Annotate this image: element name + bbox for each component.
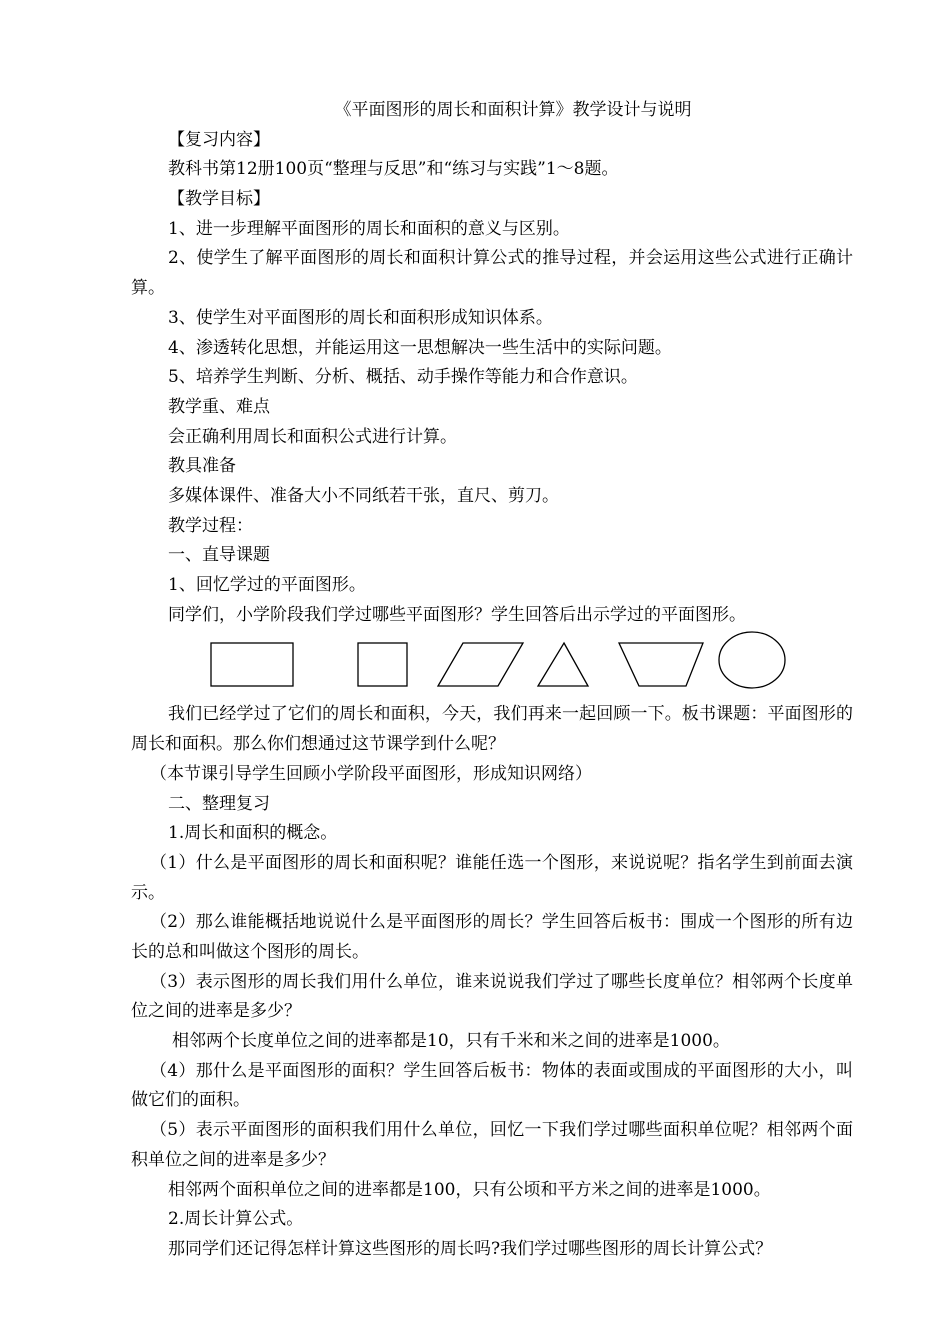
goal-2: 2、使学生了解平面图形的周长和面积计算公式的推导过程，并会运用这些公式进行正确计算。 bbox=[131, 248, 853, 299]
square-icon bbox=[358, 643, 407, 686]
question-5: （5）表示平面图形的面积我们用什么单位，回忆一下我们学过哪些面积单位呢？相邻两个面积单位之间的进率是多少？ bbox=[131, 1120, 853, 1170]
question-1: （1）什么是平面图形的周长和面积呢？谁能任选一个图形，来说说呢？指名学生到前面去演示。 bbox=[131, 852, 853, 903]
goal-3: 3、使学生对平面图形的周长和面积形成知识体系。 bbox=[168, 307, 553, 328]
triangle-icon bbox=[538, 643, 588, 686]
shapes-svg bbox=[131, 630, 853, 700]
rectangle-icon bbox=[211, 643, 293, 686]
parallelogram-icon bbox=[438, 643, 523, 686]
document-title: 《平面图形的周长和面积计算》教学设计与说明 bbox=[334, 100, 692, 120]
section-1-heading: 一、直导课题 bbox=[168, 545, 270, 566]
question-3: （3）表示图形的周长我们用什么单位，谁来说说我们学过了哪些长度单位？相邻两个长度单位之间的进率是多少？ bbox=[131, 971, 853, 1022]
item-1-1: 1、回忆学过的平面图形。 bbox=[168, 575, 366, 596]
circle-icon bbox=[719, 632, 785, 688]
question-2: （2）那么谁能概括地说说什么是平面图形的周长？学生回答后板书：围成一个图形的所有边长的总和叫做这个图形的周长。 bbox=[131, 912, 853, 962]
item-1-1-text: 同学们，小学阶段我们学过哪些平面图形？学生回答后出示学过的平面图形。 bbox=[168, 604, 746, 625]
key-text: 会正确利用周长和面积公式进行计算。 bbox=[168, 426, 457, 447]
shapes-figure bbox=[131, 630, 853, 700]
goals-heading: 【教学目标】 bbox=[168, 189, 270, 210]
key-heading: 教学重、难点 bbox=[168, 396, 270, 417]
goal-4: 4、渗透转化思想，并能运用这一思想解决一些生活中的实际问题。 bbox=[168, 337, 672, 358]
answer-5: 相邻两个面积单位之间的进率都是100，只有公顷和平方米之间的进率是1000。 bbox=[168, 1179, 771, 1200]
tools-text: 多媒体课件、准备大小不同纸若干张，直尺、剪刀。 bbox=[168, 485, 559, 506]
goal-1: 1、进一步理解平面图形的周长和面积的意义与区别。 bbox=[168, 218, 570, 239]
item-2-2-text: 那同学们还记得怎样计算这些图形的周长吗?我们学过哪些图形的周长计算公式？ bbox=[168, 1238, 773, 1259]
note-1: （本节课引导学生回顾小学阶段平面图形，形成知识网络） bbox=[150, 763, 592, 784]
answer-3: 相邻两个长度单位之间的进率都是10，只有千米和米之间的进率是1000。 bbox=[172, 1031, 730, 1052]
item-2-1: 1.周长和面积的概念。 bbox=[168, 823, 338, 844]
section-2-heading: 二、整理复习 bbox=[168, 793, 270, 814]
item-2-2: 2.周长计算公式。 bbox=[168, 1209, 304, 1230]
review-text: 教科书第12册100页“整理与反思”和“练习与实践”1～8题。 bbox=[168, 159, 619, 180]
tools-heading: 教具准备 bbox=[168, 456, 236, 477]
trapezoid-icon bbox=[619, 643, 703, 686]
question-4: （4）那什么是平面图形的面积？学生回答后板书：物体的表面或围成的平面图形的大小，叫做它们的面积。 bbox=[131, 1060, 853, 1111]
shapes-caption-paragraph: 我们已经学过了它们的周长和面积，今天，我们再来一起回顾一下。板书课题：平面图形的周长和面积。那么你们想通过这节课学到什么呢？ bbox=[131, 704, 853, 755]
review-heading: 【复习内容】 bbox=[168, 129, 270, 150]
document-body bbox=[131, 96, 853, 1265]
process-heading: 教学过程： bbox=[168, 515, 253, 536]
goal-5: 5、培养学生判断、分析、概括、动手操作等能力和合作意识。 bbox=[168, 367, 638, 388]
